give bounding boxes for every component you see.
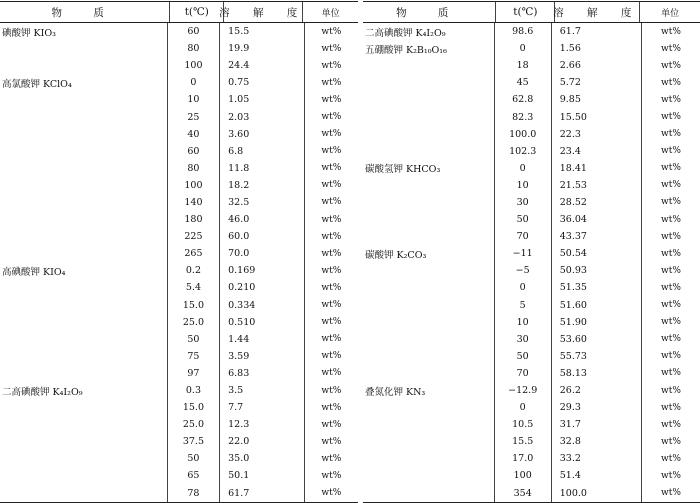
unit-cell: wt% [321,385,342,396]
table-row [363,194,700,211]
substance-cell [363,314,495,331]
temperature-cell: 17.0 [495,450,552,467]
unit-cell: wt% [321,146,342,157]
solubility-cell: 9.85 [552,91,642,108]
table-row [363,126,700,143]
substance-cell [363,433,495,450]
substance-cell [363,194,495,211]
table-row [0,331,358,348]
temperature-cell: 100 [495,467,552,484]
table-row [363,23,700,40]
solubility-cell: 15.5 [220,23,305,40]
unit-cell: wt% [661,436,681,447]
solubility-cell: 0.75 [220,74,305,91]
substance-cell: 二高碘酸钾 K₄I₂O₉ [363,23,495,40]
temperature-cell: 60 [168,143,220,160]
solubility-cell: 50.93 [552,262,642,279]
substance-cell [0,245,168,262]
solubility-cell: 22.0 [220,433,305,450]
solubility-cell: 2.03 [220,108,305,125]
substance-cell [0,211,168,228]
substance-cell [363,262,495,279]
temperature-cell: 50 [168,331,220,348]
table-row [0,74,358,91]
substance-cell [0,331,168,348]
solubility-cell: 18.41 [552,160,642,177]
temperature-cell: 10 [168,91,220,108]
solubility-cell: 3.5 [220,382,305,399]
solubility-cell: 100.0 [552,485,642,502]
solubility-cell: 3.59 [220,348,305,365]
substance-cell [363,228,495,245]
unit-cell: wt% [321,488,342,499]
solubility-cell: 46.0 [220,211,305,228]
substance-cell [363,108,495,125]
table-row [0,365,358,382]
substance-cell [0,467,168,484]
temperature-cell: 5 [495,297,552,314]
header-substance: 物 质 [363,2,496,22]
table-row [0,57,358,74]
table-row [363,211,700,228]
table-row [363,365,700,382]
header-temperature: t(℃) [170,2,224,22]
unit-cell: wt% [661,488,681,499]
solubility-cell: 11.8 [220,160,305,177]
unit-cell: wt% [321,26,342,37]
temperature-cell: 25.0 [168,416,220,433]
substance-cell [0,365,168,382]
unit-cell: wt% [321,282,342,293]
unit-cell: wt% [321,180,342,191]
unit-cell: wt% [321,231,342,242]
table-row [363,297,700,314]
unit-cell: wt% [321,77,342,88]
substance-cell [363,177,495,194]
unit-cell: wt% [661,385,681,396]
unit-cell: wt% [661,129,681,140]
unit-cell: wt% [321,248,342,259]
solubility-cell: 50.54 [552,245,642,262]
unit-cell: wt% [321,43,342,54]
table-row [363,143,700,160]
unit-cell: wt% [661,419,681,430]
solubility-cell: 53.60 [552,331,642,348]
table-row [0,91,358,108]
substance-cell [0,399,168,416]
left-solubility-table [0,1,358,503]
temperature-cell: 0 [495,160,552,177]
solubility-cell: 21.53 [552,177,642,194]
temperature-cell: −5 [495,262,552,279]
unit-cell: wt% [321,317,342,328]
table-row [363,74,700,91]
solubility-cell: 51.60 [552,297,642,314]
solubility-cell: 29.3 [552,399,642,416]
solubility-cell: 6.8 [220,143,305,160]
temperature-cell: 100 [168,177,220,194]
table-row [363,399,700,416]
temperature-cell: −12.9 [495,382,552,399]
table-row [0,211,358,228]
solubility-cell: 28.52 [552,194,642,211]
substance-cell [363,143,495,160]
table-row [363,433,700,450]
substance-cell [0,279,168,296]
table-row [0,262,358,279]
solubility-cell: 26.2 [552,382,642,399]
substance-cell: 碳酸氢钾 KHCO₃ [363,160,495,177]
substance-cell [0,348,168,365]
substance-cell [363,297,495,314]
substance-cell [363,485,495,502]
solubility-cell: 2.66 [552,57,642,74]
table-row [363,485,700,502]
temperature-cell: 30 [495,331,552,348]
temperature-cell: 15.5 [495,433,552,450]
unit-cell: wt% [321,334,342,345]
solubility-cell: 22.3 [552,126,642,143]
unit-cell: wt% [661,231,681,242]
substance-cell [0,433,168,450]
table-header [0,2,358,23]
unit-cell: wt% [321,419,342,430]
table-row [363,416,700,433]
unit-cell: wt% [321,112,342,123]
substance-cell: 五硼酸钾 K₂B₁₀O₁₆ [363,40,495,57]
solubility-cell: 61.7 [220,485,305,502]
table-row [0,382,358,399]
solubility-cell: 5.72 [552,74,642,91]
unit-cell: wt% [321,436,342,447]
temperature-cell: 15.0 [168,297,220,314]
solubility-cell: 6.83 [220,365,305,382]
unit-cell: wt% [661,300,681,311]
solubility-cell: 1.56 [552,40,642,57]
unit-cell: wt% [321,265,342,276]
table-row [0,177,358,194]
solubility-cell: 61.7 [552,23,642,40]
solubility-cell: 0.210 [220,279,305,296]
header-solubility: 溶 解 度 [555,2,640,22]
temperature-cell: 0 [495,399,552,416]
solubility-cell: 43.37 [552,228,642,245]
substance-cell [363,74,495,91]
unit-cell: wt% [661,334,681,345]
solubility-cell: 31.7 [552,416,642,433]
substance-cell [0,297,168,314]
solubility-cell: 55.73 [552,348,642,365]
table-row [0,416,358,433]
temperature-cell: 18 [495,57,552,74]
unit-cell: wt% [661,77,681,88]
unit-cell: wt% [661,248,681,259]
temperature-cell: 0 [495,40,552,57]
solubility-cell: 51.90 [552,314,642,331]
temperature-cell: 80 [168,160,220,177]
solubility-cell: 32.8 [552,433,642,450]
unit-cell: wt% [661,60,681,71]
substance-cell [363,91,495,108]
temperature-cell: 5.4 [168,279,220,296]
unit-cell: wt% [321,129,342,140]
temperature-cell: 30 [495,194,552,211]
unit-cell: wt% [661,26,681,37]
substance-cell [0,91,168,108]
unit-cell: wt% [661,368,681,379]
substance-cell [0,143,168,160]
table-row [363,331,700,348]
unit-cell: wt% [321,402,342,413]
substance-cell [363,279,495,296]
solubility-cell: 0.334 [220,297,305,314]
table-row [0,108,358,125]
temperature-cell: 140 [168,194,220,211]
temperature-cell: 180 [168,211,220,228]
temperature-cell: 97 [168,365,220,382]
table-row [363,245,700,262]
temperature-cell: 62.8 [495,91,552,108]
temperature-cell: 265 [168,245,220,262]
temperature-cell: 50 [495,211,552,228]
solubility-cell: 12.3 [220,416,305,433]
substance-cell [0,160,168,177]
substance-cell [363,348,495,365]
solubility-cell: 70.0 [220,245,305,262]
unit-cell: wt% [661,94,681,105]
table-row [363,314,700,331]
unit-cell: wt% [321,300,342,311]
table-row [0,314,358,331]
unit-cell: wt% [661,402,681,413]
table-row [0,485,358,502]
unit-cell: wt% [321,470,342,481]
substance-cell [363,450,495,467]
left-table-body [0,23,358,502]
solubility-cell: 50.1 [220,467,305,484]
solubility-cell: 33.2 [552,450,642,467]
unit-cell: wt% [661,470,681,481]
table-row [0,279,358,296]
solubility-cell: 19.9 [220,40,305,57]
temperature-cell: 0 [168,74,220,91]
unit-cell: wt% [661,163,681,174]
temperature-cell: 100.0 [495,126,552,143]
table-row [363,160,700,177]
temperature-cell: 25 [168,108,220,125]
temperature-cell: 37.5 [168,433,220,450]
table-row [363,177,700,194]
unit-cell: wt% [661,282,681,293]
solubility-cell: 60.0 [220,228,305,245]
solubility-cell: 18.2 [220,177,305,194]
table-row [363,348,700,365]
substance-cell: 二高碘酸钾 K₄I₂O₉ [0,382,168,399]
temperature-cell: −11 [495,245,552,262]
solubility-cell: 0.169 [220,262,305,279]
table-row [0,194,358,211]
solubility-cell: 58.13 [552,365,642,382]
temperature-cell: 45 [495,74,552,91]
table-row [363,57,700,74]
table-row [363,467,700,484]
temperature-cell: 82.3 [495,108,552,125]
unit-cell: wt% [321,368,342,379]
substance-cell: 高碘酸钾 KIO₄ [0,262,168,279]
unit-cell: wt% [321,163,342,174]
unit-cell: wt% [661,180,681,191]
temperature-cell: 70 [495,365,552,382]
temperature-cell: 10.5 [495,416,552,433]
unit-cell: wt% [661,317,681,328]
solubility-cell: 32.5 [220,194,305,211]
unit-cell: wt% [661,351,681,362]
temperature-cell: 0.2 [168,262,220,279]
substance-cell [363,126,495,143]
temperature-cell: 98.6 [495,23,552,40]
table-row [363,228,700,245]
substance-cell: 碳酸钾 K₂CO₃ [363,245,495,262]
solubility-cell: 36.04 [552,211,642,228]
substance-cell [0,194,168,211]
solubility-cell: 7.7 [220,399,305,416]
solubility-cell: 3.60 [220,126,305,143]
solubility-cell: 51.4 [552,467,642,484]
table-header [363,2,700,23]
substance-cell: 碘酸钾 KIO₃ [0,23,168,40]
header-unit: 单位 [321,8,340,19]
solubility-cell: 1.05 [220,91,305,108]
substance-cell [0,228,168,245]
substance-cell [0,450,168,467]
table-row [0,40,358,57]
substance-cell [0,314,168,331]
substance-cell [0,485,168,502]
temperature-cell: 10 [495,177,552,194]
temperature-cell: 65 [168,467,220,484]
solubility-cell: 24.4 [220,57,305,74]
table-row [0,348,358,365]
substance-cell [363,467,495,484]
table-row [0,297,358,314]
unit-cell: wt% [321,60,342,71]
unit-cell: wt% [321,197,342,208]
unit-cell: wt% [321,214,342,225]
substance-cell [363,57,495,74]
unit-cell: wt% [321,453,342,464]
temperature-cell: 40 [168,126,220,143]
substance-cell [0,57,168,74]
unit-cell: wt% [321,94,342,105]
table-row [363,382,700,399]
table-row [0,450,358,467]
table-row [363,450,700,467]
solubility-cell: 51.35 [552,279,642,296]
right-table-body [363,23,700,502]
temperature-cell: 354 [495,485,552,502]
substance-cell [363,211,495,228]
header-unit: 单位 [661,8,680,19]
unit-cell: wt% [661,146,681,157]
substance-cell [0,177,168,194]
table-row [0,228,358,245]
table-row [0,245,358,262]
substance-cell [0,126,168,143]
table-row [0,143,358,160]
substance-cell: 叠氮化钾 KN₃ [363,382,495,399]
table-row [363,279,700,296]
table-row [363,262,700,279]
temperature-cell: 225 [168,228,220,245]
temperature-cell: 78 [168,485,220,502]
unit-cell: wt% [321,351,342,362]
solubility-cell: 0.510 [220,314,305,331]
substance-cell [0,40,168,57]
table-row [0,160,358,177]
substance-cell: 高氯酸钾 KClO₄ [0,74,168,91]
temperature-cell: 70 [495,228,552,245]
solubility-cell: 35.0 [220,450,305,467]
table-row [363,108,700,125]
substance-cell [363,365,495,382]
table-row [363,40,700,57]
temperature-cell: 10 [495,314,552,331]
temperature-cell: 0 [495,279,552,296]
temperature-cell: 102.3 [495,143,552,160]
table-row [0,399,358,416]
header-substance: 物 质 [0,2,170,22]
solubility-cell: 23.4 [552,143,642,160]
header-solubility: 溶 解 度 [224,2,303,22]
temperature-cell: 100 [168,57,220,74]
substance-cell [363,416,495,433]
temperature-cell: 75 [168,348,220,365]
table-row [0,126,358,143]
unit-cell: wt% [661,197,681,208]
solubility-cell: 1.44 [220,331,305,348]
unit-cell: wt% [661,43,681,54]
table-row [0,23,358,40]
temperature-cell: 50 [168,450,220,467]
unit-cell: wt% [661,112,681,123]
right-solubility-table [363,1,700,503]
header-temperature: t(℃) [496,2,555,22]
substance-cell [0,416,168,433]
substance-cell [363,399,495,416]
table-row [0,467,358,484]
substance-cell [363,331,495,348]
temperature-cell: 60 [168,23,220,40]
temperature-cell: 25.0 [168,314,220,331]
substance-cell [0,108,168,125]
temperature-cell: 50 [495,348,552,365]
temperature-cell: 15.0 [168,399,220,416]
unit-cell: wt% [661,453,681,464]
temperature-cell: 0.3 [168,382,220,399]
table-row [0,433,358,450]
unit-cell: wt% [661,214,681,225]
temperature-cell: 80 [168,40,220,57]
table-row [363,91,700,108]
unit-cell: wt% [661,265,681,276]
solubility-cell: 15.50 [552,108,642,125]
